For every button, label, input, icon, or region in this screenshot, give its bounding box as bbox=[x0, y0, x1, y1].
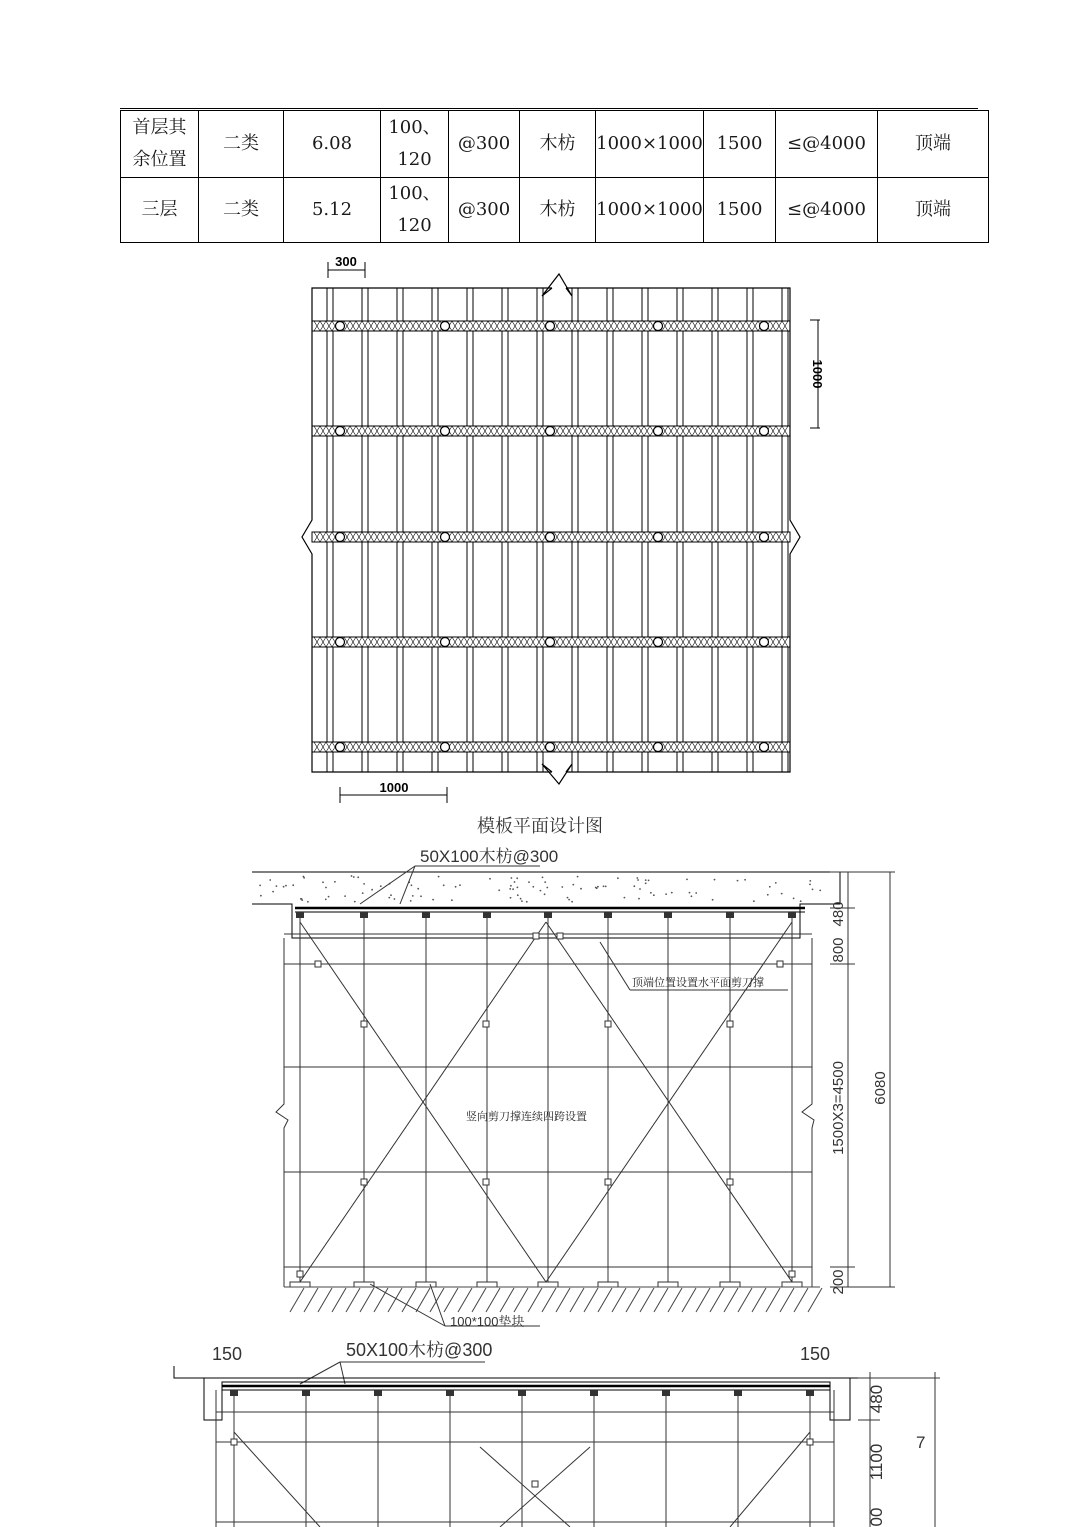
cell-text: 100、 bbox=[388, 117, 441, 138]
plan-joist bbox=[327, 288, 333, 772]
cell-grid: 1000×1000 bbox=[596, 111, 704, 178]
dim-800: 800 bbox=[830, 937, 847, 963]
clamp bbox=[361, 1179, 367, 1185]
cell-text: 120 bbox=[397, 215, 432, 236]
section2-scaffold-frame bbox=[216, 1390, 834, 1527]
base-block-label: 100*100垫块 bbox=[450, 1314, 525, 1329]
plan-post bbox=[760, 533, 769, 542]
formwork-spec-table bbox=[120, 110, 989, 243]
section2-dim-480: 480 bbox=[867, 1384, 886, 1414]
plan-post bbox=[441, 533, 450, 542]
plan-post bbox=[546, 743, 555, 752]
cell-text: 余位置 bbox=[132, 149, 187, 170]
support-section-elevation-2 bbox=[170, 1332, 950, 1527]
cell-max-spacing: ≤@4000 bbox=[776, 111, 878, 178]
clamp bbox=[605, 1179, 611, 1185]
dim-4500: 1500X3=4500 bbox=[830, 1061, 847, 1155]
plan-joist bbox=[642, 288, 648, 772]
section2-right-dim: 150 bbox=[800, 1344, 831, 1364]
plan-post bbox=[336, 638, 345, 647]
plan-joist bbox=[712, 288, 718, 772]
plan-caption: 模板平面设计图 bbox=[477, 816, 603, 837]
clamp bbox=[533, 933, 539, 939]
section2-top-label: 50X100木枋@300 bbox=[346, 1340, 493, 1360]
plan-post bbox=[441, 638, 450, 647]
plan-post bbox=[546, 533, 555, 542]
plan-post bbox=[654, 427, 663, 436]
cell-step: 1500 bbox=[704, 111, 776, 178]
plan-joist bbox=[362, 288, 368, 772]
clamp bbox=[605, 1021, 611, 1027]
plan-joist bbox=[572, 288, 578, 772]
clamp bbox=[727, 1021, 733, 1027]
clamp bbox=[483, 1179, 489, 1185]
base-block bbox=[658, 1282, 678, 1287]
plan-post bbox=[336, 427, 345, 436]
plan-vertical-joists bbox=[327, 288, 788, 772]
formwork-plan-drawing bbox=[290, 250, 825, 810]
cell-thickness bbox=[381, 178, 449, 243]
clamp bbox=[532, 1481, 538, 1487]
diagonal-brace bbox=[234, 1432, 320, 1527]
base-block bbox=[477, 1282, 497, 1287]
plan-post bbox=[760, 638, 769, 647]
table-row bbox=[121, 178, 989, 243]
clamp bbox=[789, 1271, 795, 1277]
cell-step: 1500 bbox=[704, 178, 776, 243]
note-vertical-bracing: 竖向剪刀撑连续四跨设置 bbox=[466, 1111, 587, 1123]
cell-spacing: @300 bbox=[449, 111, 520, 178]
plan-dim-top-label: 300 bbox=[335, 254, 357, 269]
plan-dim-bottom-label: 1000 bbox=[379, 780, 409, 795]
plan-post bbox=[336, 322, 345, 331]
plan-joist bbox=[782, 288, 788, 772]
diagonal-brace bbox=[480, 1447, 570, 1527]
scaffold-frame bbox=[276, 912, 814, 1287]
section2-left-dim: 150 bbox=[212, 1344, 243, 1364]
plan-post bbox=[760, 322, 769, 331]
base-block bbox=[598, 1282, 618, 1287]
cell-spacing: @300 bbox=[449, 178, 520, 243]
plan-joist bbox=[432, 288, 438, 772]
cell-category: 二类 bbox=[199, 178, 284, 243]
base-block bbox=[720, 1282, 740, 1287]
base-block bbox=[416, 1282, 436, 1287]
section2-dim-total: 7 bbox=[916, 1433, 926, 1452]
dim-6080: 6080 bbox=[872, 1071, 889, 1105]
plan-joist bbox=[537, 288, 543, 772]
plan-joist bbox=[467, 288, 473, 772]
cell-grid: 1000×1000 bbox=[596, 178, 704, 243]
clamp bbox=[297, 1271, 303, 1277]
plan-post bbox=[654, 533, 663, 542]
plan-joist bbox=[747, 288, 753, 772]
plan-post bbox=[546, 322, 555, 331]
dim-200: 200 bbox=[830, 1269, 847, 1295]
cell-position: 顶端 bbox=[878, 178, 989, 243]
cell-height: 6.08 bbox=[284, 111, 381, 178]
cell-location bbox=[121, 111, 199, 178]
plan-post bbox=[336, 743, 345, 752]
cell-text: 首层其 bbox=[132, 117, 187, 138]
ground bbox=[284, 1287, 822, 1312]
plan-joist bbox=[502, 288, 508, 772]
cell-position: 顶端 bbox=[878, 111, 989, 178]
clamp bbox=[727, 1179, 733, 1185]
cell-category: 二类 bbox=[199, 111, 284, 178]
cell-thickness bbox=[381, 111, 449, 178]
clamp bbox=[315, 961, 321, 967]
plan-post bbox=[441, 743, 450, 752]
clamp bbox=[557, 933, 563, 939]
plan-post bbox=[760, 743, 769, 752]
cell-text: 120 bbox=[397, 149, 432, 170]
section1-top-label: 50X100木枋@300 bbox=[420, 847, 559, 866]
clamp bbox=[361, 1021, 367, 1027]
table-row bbox=[121, 111, 989, 178]
plan-post bbox=[654, 743, 663, 752]
cell-max-spacing: ≤@4000 bbox=[776, 178, 878, 243]
cell-location: 三层 bbox=[121, 178, 199, 243]
clamp bbox=[807, 1439, 813, 1445]
note-horizontal-bracing: 顶端位置设置水平面剪刀撑 bbox=[632, 977, 764, 989]
slab-aggregate bbox=[259, 875, 821, 903]
section2-dim-1100: 1100 bbox=[867, 1443, 886, 1481]
plan-post bbox=[546, 427, 555, 436]
cell-height: 5.12 bbox=[284, 178, 381, 243]
section2-dim-00: 00 bbox=[867, 1507, 886, 1527]
plan-frame bbox=[302, 274, 800, 784]
cell-material: 木枋 bbox=[520, 111, 596, 178]
cell-text: 100、 bbox=[388, 183, 441, 204]
dim-480: 480 bbox=[830, 901, 847, 927]
table-top-rule bbox=[120, 108, 978, 109]
base-block bbox=[782, 1282, 802, 1287]
base-block bbox=[538, 1282, 558, 1287]
plan-joist bbox=[607, 288, 613, 772]
plan-dim-right-label: 1000 bbox=[810, 359, 825, 389]
clamp bbox=[231, 1439, 237, 1445]
concrete-slab bbox=[252, 872, 840, 938]
base-block bbox=[290, 1282, 310, 1287]
support-section-elevation bbox=[240, 842, 900, 1332]
plan-post bbox=[441, 427, 450, 436]
plan-post bbox=[546, 638, 555, 647]
clamp bbox=[483, 1021, 489, 1027]
plan-post bbox=[336, 533, 345, 542]
diagonal-brace bbox=[500, 1447, 590, 1527]
plan-post bbox=[654, 322, 663, 331]
plan-joist bbox=[397, 288, 403, 772]
plan-post bbox=[441, 322, 450, 331]
cell-material: 木枋 bbox=[520, 178, 596, 243]
plan-post bbox=[760, 427, 769, 436]
clamp bbox=[777, 961, 783, 967]
plan-post bbox=[654, 638, 663, 647]
diagonal-brace bbox=[730, 1432, 810, 1527]
plan-joist bbox=[677, 288, 683, 772]
